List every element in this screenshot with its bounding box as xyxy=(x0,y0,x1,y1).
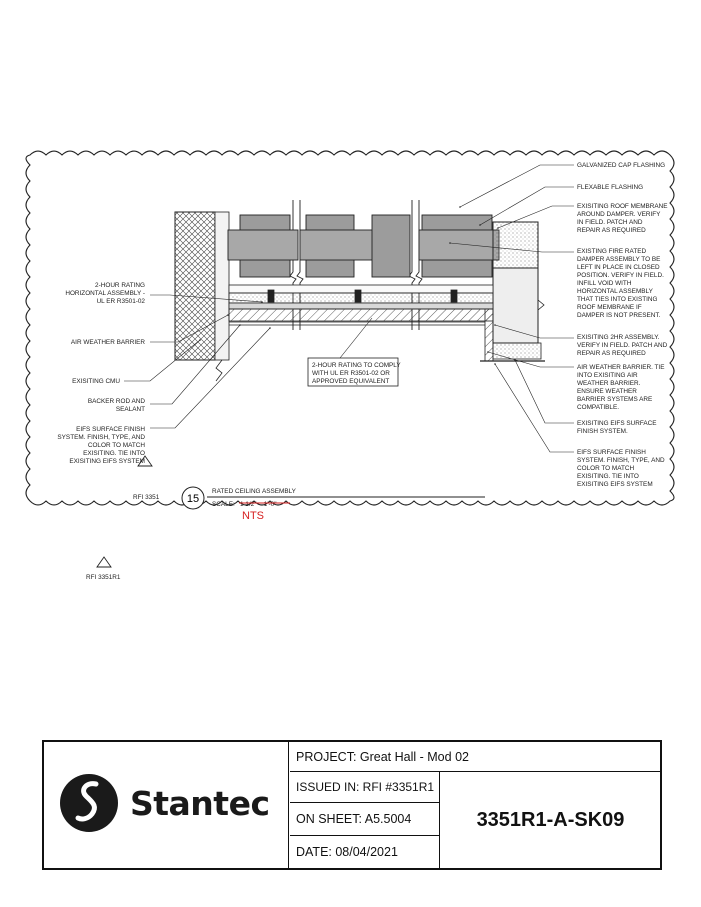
project-text: PROJECT: Great Hall - Mod 02 xyxy=(296,749,469,764)
label-roof-membrane-3: IN FIELD. PATCH AND xyxy=(577,219,643,226)
center-note xyxy=(308,318,401,386)
cmu-wall xyxy=(175,212,229,381)
label-2hr-rating-3: UL ER R3501-02 xyxy=(96,298,145,305)
label-awb-6: COMPATIBLE. xyxy=(577,404,620,411)
label-eifs-right-1: EIFS SURFACE FINISH xyxy=(577,449,646,456)
label-awb-4: ENSURE WEATHER xyxy=(577,388,637,395)
rfi-3351r1-tag xyxy=(86,557,121,581)
center-note-line-1: 2-HOUR RATING TO COMPLY xyxy=(312,362,401,369)
label-damper-4: POSITION. VERIFY IN FIELD. xyxy=(577,272,664,279)
label-damper-1: EXISTING FIRE RATED xyxy=(577,248,647,255)
detail-number: 15 xyxy=(186,493,200,505)
label-2hr-rating-1: 2-HOUR RATING xyxy=(95,282,145,289)
concrete-curb xyxy=(493,222,544,343)
center-note-line-2: WITH UL ER R3501-02 OR xyxy=(312,370,390,377)
detail-title: RATED CEILING ASSEMBLY xyxy=(212,488,296,495)
label-cap-flashing: GALVANIZED CAP FLASHING xyxy=(577,162,666,169)
label-2hr-assembly-2: VERIFY IN FIELD. PATCH AND xyxy=(577,342,668,349)
sheet-id: 3351R1-A-SK09 xyxy=(439,772,661,868)
label-eifs-left-4: EXISITING. TIE INTO xyxy=(83,450,145,457)
label-damper-7: THAT TIES INTO EXISTING xyxy=(577,296,658,303)
project-row xyxy=(290,742,660,772)
issued-in-text: ISSUED IN: RFI #3351R1 xyxy=(296,780,435,794)
label-exist-eifs-1: EXISITING EIFS SURFACE xyxy=(577,420,657,427)
fire-dampers xyxy=(228,215,499,277)
label-awb-3: WEATHER BARRIER. xyxy=(577,380,641,387)
date-text: DATE: 08/04/2021 xyxy=(296,845,398,859)
label-awb-2: INTO EXISITING AIR xyxy=(577,372,638,379)
label-flexable-flashing: FLEXABLE FLASHING xyxy=(577,184,644,191)
label-air-weather-barrier: AIR WEATHER BARRIER xyxy=(70,339,145,346)
label-damper-6: HORIZONTAL ASSEMBLY xyxy=(577,288,653,295)
label-exist-eifs-2: FINISH SYSTEM. xyxy=(577,428,628,435)
label-eifs-left-1: EIFS SURFACE FINISH xyxy=(76,426,145,433)
label-existing-cmu: EXISITING CMU xyxy=(72,378,120,385)
label-eifs-right-4: EXISITING. TIE INTO xyxy=(577,473,639,480)
label-2hr-rating-2: HORIZONTAL ASSEMBLY - xyxy=(65,290,145,297)
rfi-3351-label: RFI 3351 xyxy=(133,494,160,501)
label-damper-9: DAMPER IS NOT PRESENT. xyxy=(577,312,661,319)
label-eifs-left-3: COLOR TO MATCH xyxy=(87,442,145,449)
label-2hr-assembly-1: EXISITING 2HR ASSEMBLY. xyxy=(577,334,660,341)
label-2hr-assembly-3: REPAIR AS REQUIRED xyxy=(577,350,646,357)
scale-nts: NTS xyxy=(242,510,264,522)
date-row xyxy=(290,836,439,868)
label-awb-1: AIR WEATHER BARRIER. TIE xyxy=(577,364,665,371)
logo-cell xyxy=(44,742,289,868)
label-damper-2: DAMPER ASSEMBLY TO BE xyxy=(577,256,661,263)
label-damper-8: ROOF MEMBRANE IF xyxy=(577,304,642,311)
label-roof-membrane-1: EXISITING ROOF MEMBRANE xyxy=(577,203,668,210)
label-eifs-right-3: COLOR TO MATCH xyxy=(577,465,635,472)
label-roof-membrane-4: REPAIR AS REQUIRED xyxy=(577,227,646,234)
scale-struck-value: 1 1/2" = 1'-0" xyxy=(240,501,277,508)
label-eifs-right-5: EXISITING EIFS SYSTEM xyxy=(577,481,653,488)
on-sheet-row xyxy=(290,803,439,836)
center-note-line-3: APPROVED EQUIVALENT xyxy=(312,378,390,385)
label-eifs-right-2: SYSTEM. FINISH, TYPE, AND xyxy=(577,457,665,464)
stantec-logo-icon xyxy=(58,772,120,834)
label-eifs-left-2: SYSTEM. FINISH, TYPE, AND xyxy=(57,434,145,441)
labels-right xyxy=(577,162,668,488)
label-awb-5: BARRIER SYSTEMS ARE xyxy=(577,396,653,403)
on-sheet-text: ON SHEET: A5.5004 xyxy=(296,812,412,826)
rfi-3351r1-label: RFI 3351R1 xyxy=(86,574,121,581)
company-logo xyxy=(58,772,270,834)
scale-label: SCALE: xyxy=(212,501,235,508)
detail-tag xyxy=(133,456,485,522)
label-damper-3: LEFT IN PLACE IN CLOSED xyxy=(577,264,660,271)
revision-triangle-icon xyxy=(97,557,111,567)
label-backer-rod-1: BACKER ROD AND xyxy=(87,398,145,405)
label-roof-membrane-2: AROUND DAMPER. VERIFY xyxy=(577,211,661,218)
labels-left xyxy=(57,282,145,465)
label-damper-5: INFILL VOID WITH xyxy=(577,280,632,287)
label-backer-rod-2: SEALANT xyxy=(115,406,145,413)
title-block xyxy=(42,740,662,870)
issued-in-row xyxy=(290,772,439,803)
company-name: Stantec xyxy=(130,783,270,823)
label-eifs-left-5: EXISITING EIFS SYSTEM xyxy=(69,458,145,465)
